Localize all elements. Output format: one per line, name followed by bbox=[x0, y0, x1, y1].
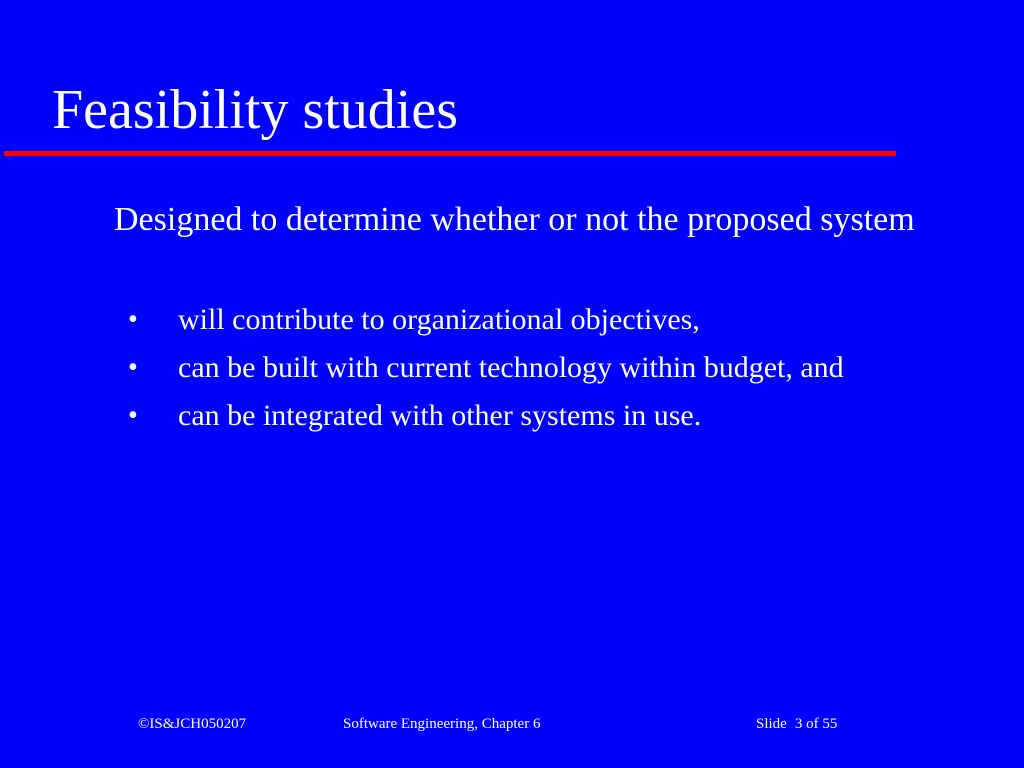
slide-position: 3 of 55 bbox=[794, 716, 838, 732]
intro-paragraph: Designed to determine whether or not the proposed system bbox=[114, 201, 915, 238]
bullet-icon: • bbox=[128, 400, 138, 431]
bullet-item bbox=[114, 298, 844, 346]
slide-title: Feasibility studies bbox=[52, 79, 458, 141]
bullet-icon: • bbox=[128, 352, 138, 383]
footer-course-title: Software Engineering, Chapter 6 bbox=[343, 716, 541, 732]
bullet-text: will contribute to organizational objectives, bbox=[178, 303, 700, 336]
bullet-text: can be built with current technology within budget, and bbox=[178, 351, 844, 384]
footer-copyright: ©IS&JCH050207 bbox=[138, 716, 247, 732]
bullet-item bbox=[114, 394, 844, 442]
title-underline-rule bbox=[4, 151, 896, 156]
bullet-list bbox=[114, 298, 844, 442]
bullet-text: can be integrated with other systems in use. bbox=[178, 399, 702, 432]
footer-slide-number bbox=[756, 714, 837, 734]
bullet-item bbox=[114, 346, 844, 394]
slide-label: Slide bbox=[756, 716, 787, 732]
bullet-icon: • bbox=[128, 304, 138, 335]
